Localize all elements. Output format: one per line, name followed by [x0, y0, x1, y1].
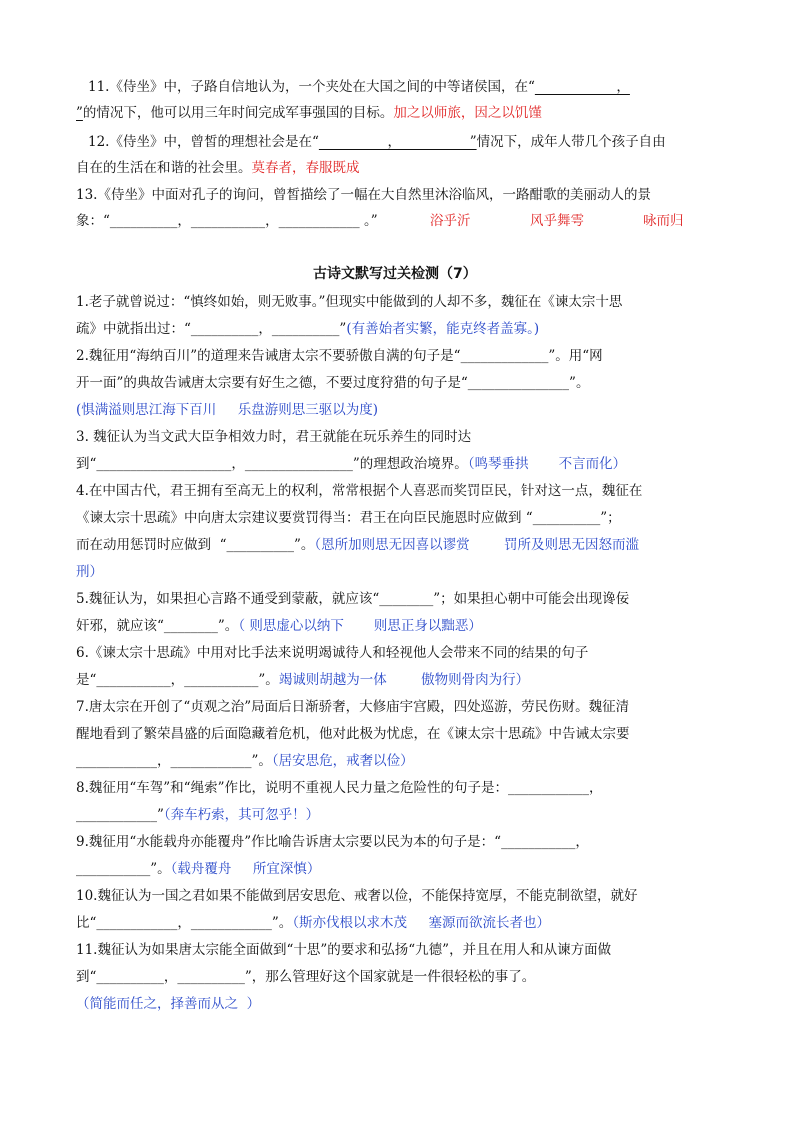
answer-text: 风乎舞雩: [530, 213, 584, 229]
q3-line2: [76, 454, 626, 474]
answer-text: 竭诚则胡越为一体 傲物则骨肉为行）: [278, 672, 530, 688]
answer-text: （ 则思虚心以纳下 则思正身以黜恶）: [238, 618, 482, 634]
answer-text: 加之以师旅，因之以饥馑: [393, 105, 542, 121]
answer-text: （居安思危，戒奢以俭）: [271, 753, 414, 769]
q-top11-line1: [88, 77, 630, 97]
q-text: 象：“__________，___________，____________ 。”: [76, 213, 378, 229]
q7-line3: [76, 751, 414, 771]
q2-line2: 开一面”的典故告诫唐太宗要有好生之德，不要过度狩猎的句子是“_______________”。: [76, 375, 590, 391]
q-text: 是“___________，___________”。: [76, 672, 279, 688]
q3-line1: 3. 魏征认为当文武大臣争相效力时，君王就能在玩乐养生的同时达: [76, 429, 472, 445]
answer-blank: ， ”: [318, 134, 477, 150]
answer-text: （奔车朽索，其可忽乎！）: [163, 807, 320, 823]
q6-line2: [76, 670, 529, 690]
q-text: 13.《侍坐》中面对孔子的询问，曾皙描绘了一幅在大自然里沐浴临风，一路酣歌的美丽动人的景: [76, 187, 651, 203]
answer-text: （鸣琴垂拱 不言而化）: [467, 456, 627, 472]
q-text: 情况下，成年人带几个孩子自由: [476, 134, 666, 150]
q-top12-line1: [88, 132, 666, 152]
section-title: 古诗文默写过关检测（7）: [313, 266, 477, 282]
q11-answer: （简能而任之，择善而从之 ）: [76, 996, 261, 1012]
q6-line1: 6.《谏太宗十思疏》中用对比手法来说明竭诚待人和轻视他人会带来不同的结果的句子: [76, 645, 589, 661]
answer-text: (有善始者实繁，能克终者盖寡。): [346, 321, 540, 337]
q-text: ___________”。: [76, 861, 171, 877]
q2-answer: (惧满溢则思江海下百川 乐盘游则思三驱以为度): [76, 402, 378, 418]
q-text: 奸邪，就应该“________”。: [76, 618, 239, 634]
q2-line1: 2.魏征用“海纳百川”的道理来告诫唐太宗不要骄傲自满的句子是“_____________”。用“网: [76, 348, 603, 364]
q11-line1: 11.魏征认为如果唐太宗能全面做到“十思”的要求和弘扬“九德”，并且在用人和从谏方面做: [76, 942, 612, 958]
q-text: 而在动用惩罚时应做到 “__________”。: [76, 537, 315, 553]
q9-line2: [76, 859, 320, 879]
answer-text: 浴乎沂: [430, 213, 471, 229]
q5-line1: 5.魏征认为，如果担心言路不通受到蒙蔽，就应该“________”；如果担心朝中可能会出现谗佞: [76, 591, 630, 607]
q-text: ____________”: [76, 807, 164, 823]
q-text: 到“____________________，________________”的理想政治境界。: [76, 456, 468, 472]
q1-line1: 1.老子就曾说过：“慎终如始，则无败事。”但现实中能做到的人却不多，魏征在《谏太宗十思: [76, 294, 623, 310]
answer-blank: ，: [534, 79, 630, 95]
q-text: ____________，____________”。: [76, 753, 272, 769]
answer-text: （恩所加则思无因喜以谬赏 罚所及则思无因怒而滥: [314, 537, 639, 553]
q9-line1: 9.魏征用“水能载舟亦能覆舟”作比喻告诉唐太宗要以民为本的句子是：“___________，: [76, 834, 589, 850]
q-top11-line2: [76, 103, 542, 123]
q1-line2: [76, 319, 539, 339]
q-text: 比“____________，____________”。: [76, 915, 293, 931]
answer-text: 莫春者，春服既成: [251, 160, 360, 176]
q-text: 11.《侍坐》中，子路自信地认为，一个夹处在大国之间的中等诸侯国，在“: [88, 79, 535, 95]
q4-line1: 4.在中国古代，君王拥有至高无上的权利，常常根据个人喜恶而奖罚臣民，针对这一点，魏征在: [76, 483, 643, 499]
q8-line2: [76, 805, 319, 825]
q7-line1: 7.唐太宗在开创了“贞观之治”局面后日渐骄奢，大修庙宇宫殿，四处巡游，劳民伤财。魏征清: [76, 699, 630, 715]
answer-blank: ”: [76, 105, 83, 121]
q-top13-line2: [76, 211, 378, 231]
q8-line1: 8.魏征用“车驾”和“绳索”作比，说明不重视人民力量之危险性的句子是：____________，: [76, 780, 603, 796]
q-text: 12.《侍坐》中，曾皙的理想社会是在“: [88, 134, 319, 150]
q10-line1: 10.魏征认为一国之君如果不能做到居安思危、戒奢以俭，不能保持宽厚，不能克制欲望，就好: [76, 888, 638, 904]
q-text: 疏》中就指出过：“__________，__________”: [76, 321, 347, 337]
q-text: 的情况下，他可以用三年时间完成军事强国的目标。: [82, 105, 394, 121]
answer-text: （斯亦伐根以求木茂 塞源而欲流长者也）: [292, 915, 551, 931]
q10-line2: [76, 913, 550, 933]
q7-line2: 醒地看到了繁荣昌盛的后面隐藏着危机，他对此极为忧虑，在《谏太宗十思疏》中告诫太宗要: [76, 726, 630, 742]
q4-answer-cont: 刑）: [76, 564, 103, 580]
answer-text: （载舟覆舟 所宜深慎）: [170, 861, 321, 877]
answer-text: 咏而归: [643, 213, 684, 229]
q-top13-line1: [76, 185, 651, 205]
q-top12-line2: [76, 158, 360, 178]
q11-line2: 到“__________，__________”，那么管理好这个国家就是一件很轻松的事了。: [76, 969, 536, 985]
q4-line3: [76, 535, 639, 555]
q4-line2: 《谏太宗十思疏》中向唐太宗建议要赏罚得当：君王在向臣民施恩时应做到 “__________”；: [76, 510, 621, 526]
q5-line2: [76, 616, 482, 636]
q-text: 自在的生活在和谐的社会里。: [76, 160, 252, 176]
